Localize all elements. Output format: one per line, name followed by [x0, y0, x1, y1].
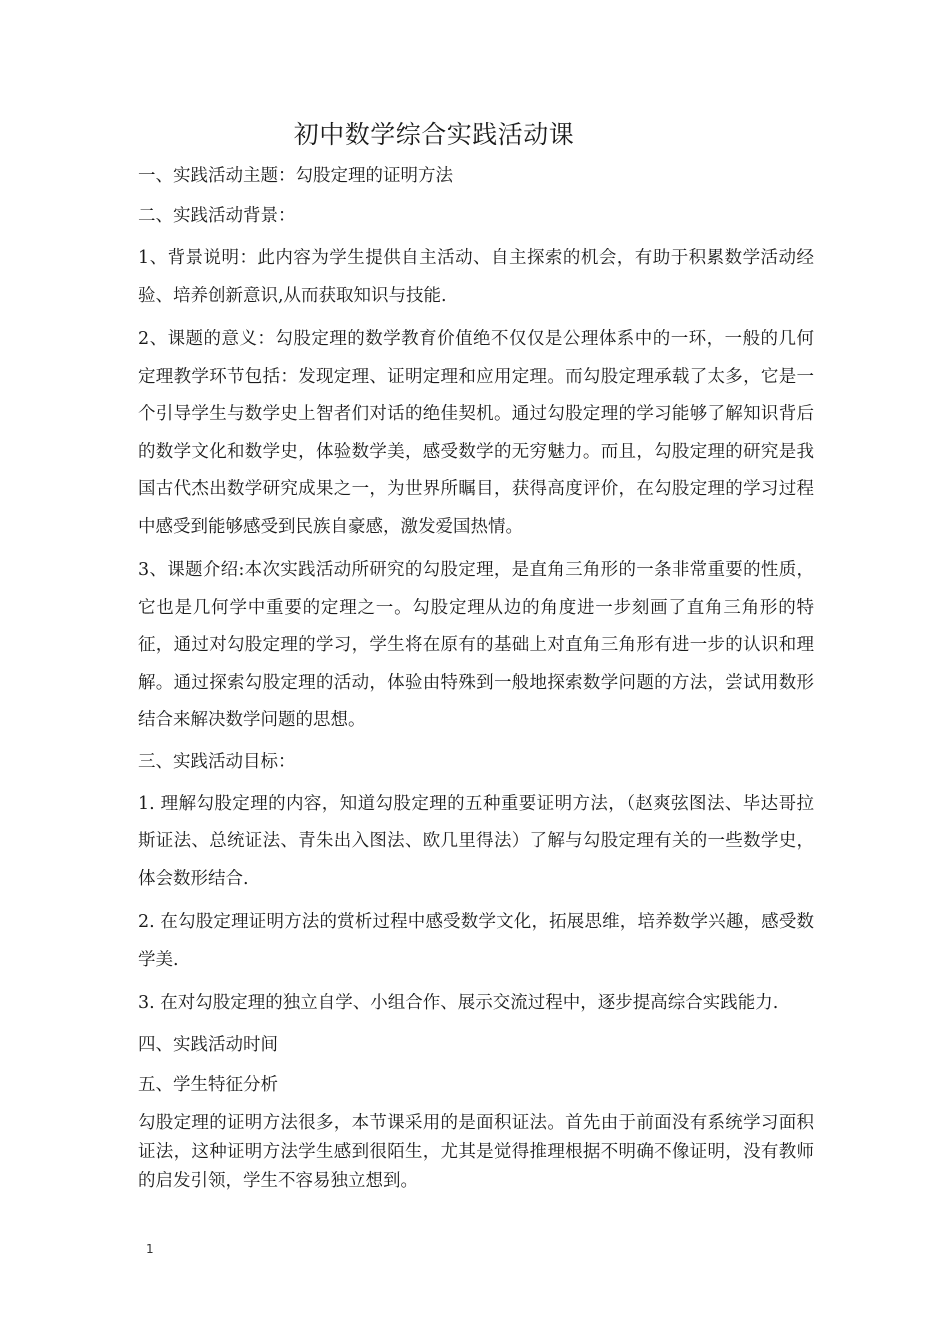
goal-2: 2. 在勾股定理证明方法的赏析过程中感受数学文化，拓展思维，培养数学兴趣，感受数学美. [138, 912, 814, 970]
topic-introduction: 3、课题介绍:本次实践活动所研究的勾股定理，是直角三角形的一条非常重要的性质，它也是几何学中重要的定理之一。勾股定理从边的角度进一步刻画了直角三角形的特征，通过对勾股定理的学习，学生将在原有的基础上对直角三角形有进一步的认识和理解。通过探索勾股定理的活动，体验由特殊到一般地探索数学问题的方法，尝试用数形结合来解决数学问题的思想。 [138, 560, 814, 730]
section-time-heading: 四、实践活动时间 [138, 1034, 278, 1055]
section-topic: 一、实践活动主题：勾股定理的证明方法 [138, 166, 453, 186]
goal-3: 3. 在对勾股定理的独立自学、小组合作、展示交流过程中，逐步提高综合实践能力. [138, 993, 779, 1013]
student-analysis-text: 勾股定理的证明方法很多，本节课采用的是面积证法。首先由于前面没有系统学习面积证法，这种证明方法学生感到很陌生，尤其是觉得推理根据不明确不像证明，没有教师的启发引领，学生不容易独立想到。 [138, 1112, 814, 1191]
background-description: 1、背景说明：此内容为学生提供自主活动、自主探索的机会，有助于积累数学活动经验、培养创新意识,从而获取知识与技能. [138, 248, 814, 306]
document-title: 初中数学综合实践活动课 [293, 120, 575, 149]
section-goals-heading: 三、实践活动目标： [138, 751, 296, 772]
topic-significance: 2、课题的意义：勾股定理的数学教育价值绝不仅仅是公理体系中的一环，一般的几何定理教学环节包括：发现定理、证明定理和应用定理。而勾股定理承载了太多，它是一个引导学生与数学史上智者们对话的绝佳契机。通过勾股定理的学习能够了解知识背后的数学文化和数学史，体验数学美，感受数学的无穷魅力。而且，勾股定理的研究是我国古代杰出数学研究成果之一，为世界所瞩目，获得高度评价，在勾股定理的学习过程中感受到能够感受到民族自豪感，激发爱国热情。 [138, 329, 814, 537]
section-student-analysis-heading: 五、学生特征分析 [138, 1074, 278, 1095]
page-number: 1 [146, 1242, 154, 1256]
document-body [138, 160, 814, 1196]
goal-1: 1. 理解勾股定理的内容，知道勾股定理的五种重要证明方法，（赵爽弦图法、毕达哥拉斯证法、总统证法、青朱出入图法、欧几里得法）了解与勾股定理有关的一些数学史，体会数形结合. [138, 793, 814, 889]
section-background-heading: 二、实践活动背景： [138, 206, 296, 226]
